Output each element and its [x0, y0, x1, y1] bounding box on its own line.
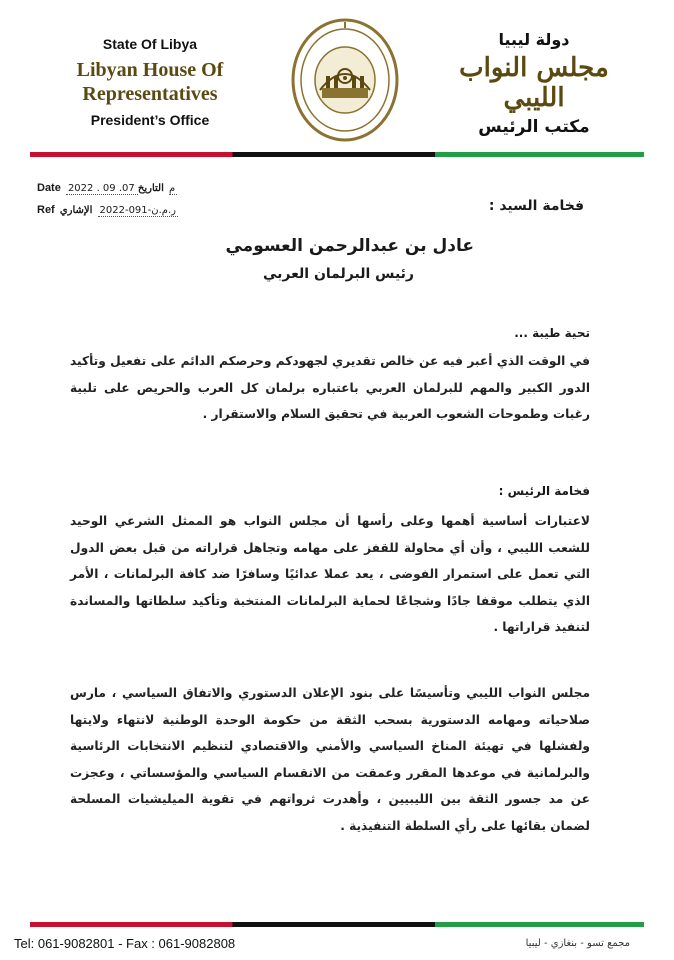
- house-name-en-line1: Libyan House Of: [76, 59, 224, 81]
- paragraph-1: في الوقت الذي أعبر فيه عن خالص تقديري لجهودكم وحرصكم الدائم على تفعيل وتأكيد الدور الكبير والمهم للبرلمان العربي باعتباره برلمان كل العرب والحريص على تلبية رغبات وطموحات الشعوب العربية في تحقيق السلام والاستقرار .: [70, 354, 590, 421]
- arabic-letterhead: [434, 30, 634, 137]
- presidents-office-ar: مكتب الرئيس: [478, 117, 590, 137]
- date-row: [37, 176, 227, 195]
- footer-contact: Tel: 061-9082801 - Fax : 061-9082808: [14, 936, 236, 951]
- ref-label-ar: الإشاري: [59, 205, 93, 216]
- house-name-en-line2: Representatives: [82, 83, 218, 105]
- house-of-representatives-seal-icon: [290, 18, 400, 148]
- ref-label: Ref: [37, 204, 55, 216]
- footer-flag-divider: [30, 922, 644, 927]
- addressee-label: فخامة السيد :: [488, 198, 584, 214]
- state-of-libya-en: State Of Libya: [102, 36, 198, 52]
- paragraph-2: لاعتبارات أساسية أهمها وعلى رأسها أن مجلس النواب هو الممثل الشرعي الوحيد للشعب الليبي ، وأن أي محاولة للقفز على مهامه وتجاهل قراراته من قبل بعض الدول التي تعمل على استمرار الفوضى ، يعد عملا عدائيًا وسافرًا ضد كافة البرلمانات ، الأمر الذي يتطلب موقفا جادًا وشجاعًا لحماية البرلمانات المنتخبة وتأكيد سلطاتها والمساندة لتنفيذ قراراتها .: [70, 514, 590, 634]
- salutation-president: فخامة الرئيس :: [498, 484, 590, 498]
- house-name-ar: مجلس النواب الليبي: [459, 53, 609, 113]
- english-letterhead: [55, 36, 245, 128]
- greeting: تحية طيبة ...: [514, 326, 590, 340]
- header-flag-divider: [30, 152, 644, 157]
- date-value: 2022 . 09 .07 م: [67, 183, 176, 194]
- paragraph-3: مجلس النواب الليبي وتأسيسًا على بنود الإعلان الدستوري والاتفاق السياسي ، مارس صلاحياته ومهامه الدستورية بسحب الثقة من حكومة الوحدة الوطنية لانتهاء ولايتها ولفشلها في تهيئة المناخ السياسي والأمني والاقتصادي لتنظيم الانتخابات الرئاسية والبرلمانية في موعدها المقرر وعمقت من الانقسام السياسي والمؤسساتي ، وعجزت عن مد جسور الثقة بين الليبيين ، وأهدرت ثرواتهم في تقوية الميليشيات المسلحة لضمان بقائها على رأي السلطة التنفيذية .: [70, 686, 590, 833]
- recipient-name: عادل بن عبدالرحمن العسومي: [225, 236, 474, 256]
- state-of-libya-ar: دولة ليبيا: [498, 30, 570, 49]
- date-label: Date: [37, 182, 61, 194]
- footer-address: مجمع تسو - بنغازي - ليبيا: [525, 938, 630, 949]
- ref-row: [37, 198, 247, 217]
- recipient-title: رئيس البرلمان العربي: [263, 266, 414, 282]
- presidents-office-en: President’s Office: [90, 112, 210, 128]
- ref-value: ر.م.ن-091-2022: [99, 205, 176, 216]
- date-label-ar: التاريخ: [137, 183, 164, 194]
